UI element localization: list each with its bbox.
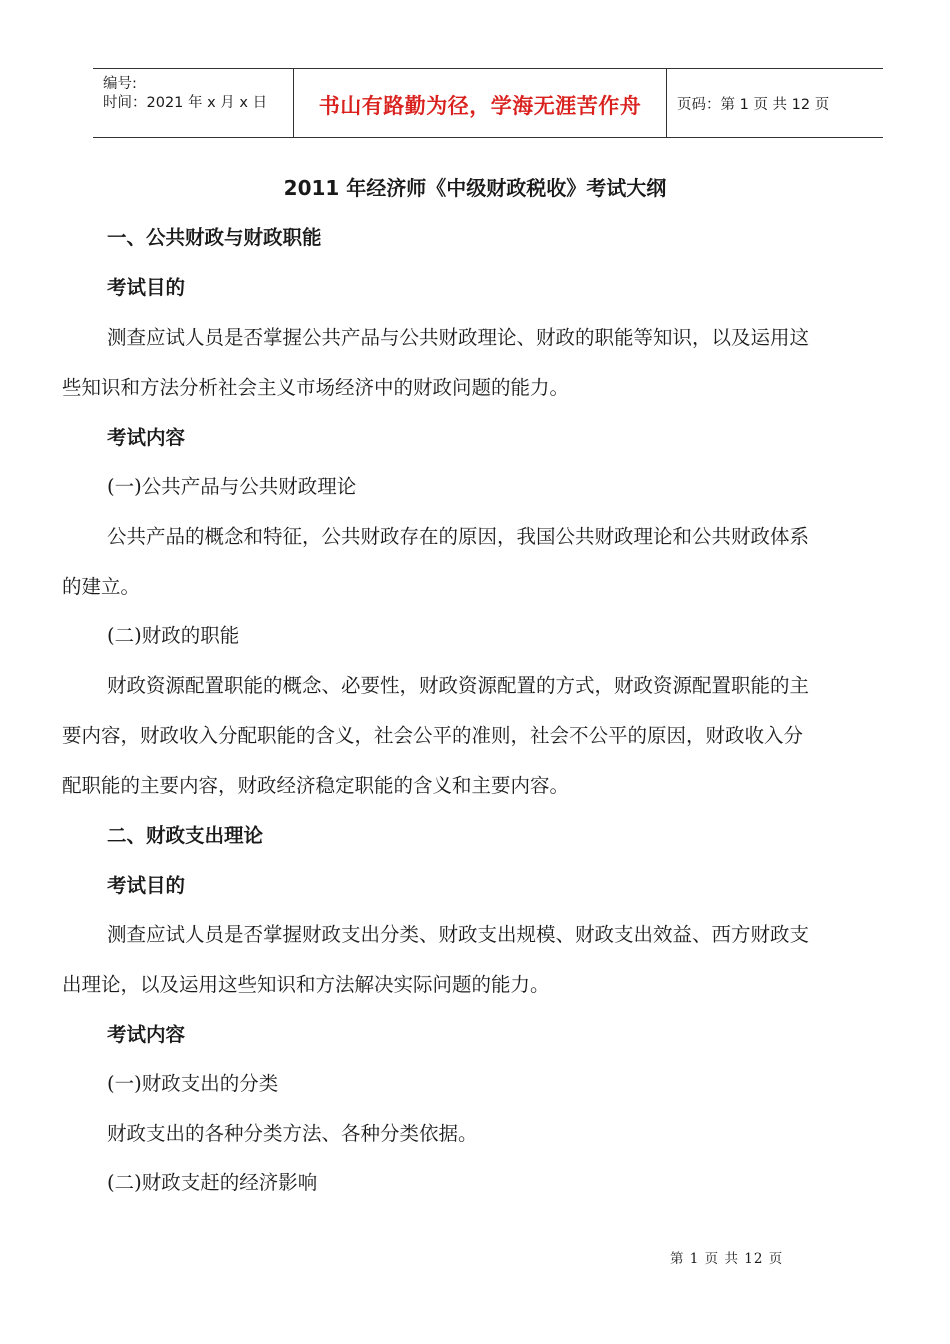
section-heading-2: 二、财政支出理论: [107, 824, 264, 847]
item-heading: (二)财政的职能: [107, 624, 240, 647]
motto-text: 书山有路勤为径，学海无涯苦作舟: [318, 94, 642, 118]
paragraph-line: 些知识和方法分析社会主义市场经济中的财政问题的能力。: [62, 376, 570, 399]
document-title: 2011 年经济师《中级财政税收》考试大纲: [283, 176, 667, 200]
subheading-exam-content: 考试内容: [107, 1023, 186, 1046]
paragraph-line: 出理论，以及运用这些知识和方法解决实际问题的能力。: [62, 973, 550, 996]
item-heading: (一)财政支出的分类: [107, 1072, 279, 1095]
paragraph-line: 测查应试人员是否掌握公共产品与公共财政理论、财政的职能等知识，以及运用这: [107, 326, 810, 349]
header-page-cell: [667, 69, 883, 137]
time-label: 时间：2021 年 x 月 x 日: [103, 95, 268, 111]
paragraph-line: 测查应试人员是否掌握财政支出分类、财政支出规模、财政支出效益、西方财政支: [107, 923, 810, 946]
subheading-exam-content: 考试内容: [107, 426, 186, 449]
item-heading: (二)财政支赶的经济影响: [107, 1171, 318, 1194]
section-heading-1: 一、公共财政与财政职能: [107, 226, 322, 249]
header-meta-cell: [93, 69, 293, 137]
document-header: [93, 68, 883, 138]
code-label: 编号:: [103, 76, 137, 92]
paragraph-line: 要内容，财政收入分配职能的含义，社会公平的准则，社会不公平的原因，财政收入分: [62, 724, 804, 747]
page-info: 页码：第 1 页 共 12 页: [677, 97, 830, 113]
paragraph-line: 财政支出的各种分类方法、各种分类依据。: [107, 1122, 478, 1145]
paragraph-line: 公共产品的概念和特征，公共财政存在的原因，我国公共财政理论和公共财政体系: [107, 525, 810, 548]
header-motto-cell: [293, 69, 667, 137]
paragraph-line: 财政资源配置职能的概念、必要性，财政资源配置的方式，财政资源配置职能的主: [107, 674, 810, 697]
item-heading: (一)公共产品与公共财政理论: [107, 475, 357, 498]
subheading-exam-purpose: 考试目的: [107, 276, 186, 299]
paragraph-line: 的建立。: [62, 575, 141, 598]
page-footer: 第 1 页 共 12 页: [670, 1251, 784, 1267]
paragraph-line: 配职能的主要内容，财政经济稳定职能的含义和主要内容。: [62, 774, 570, 797]
subheading-exam-purpose: 考试目的: [107, 874, 186, 897]
